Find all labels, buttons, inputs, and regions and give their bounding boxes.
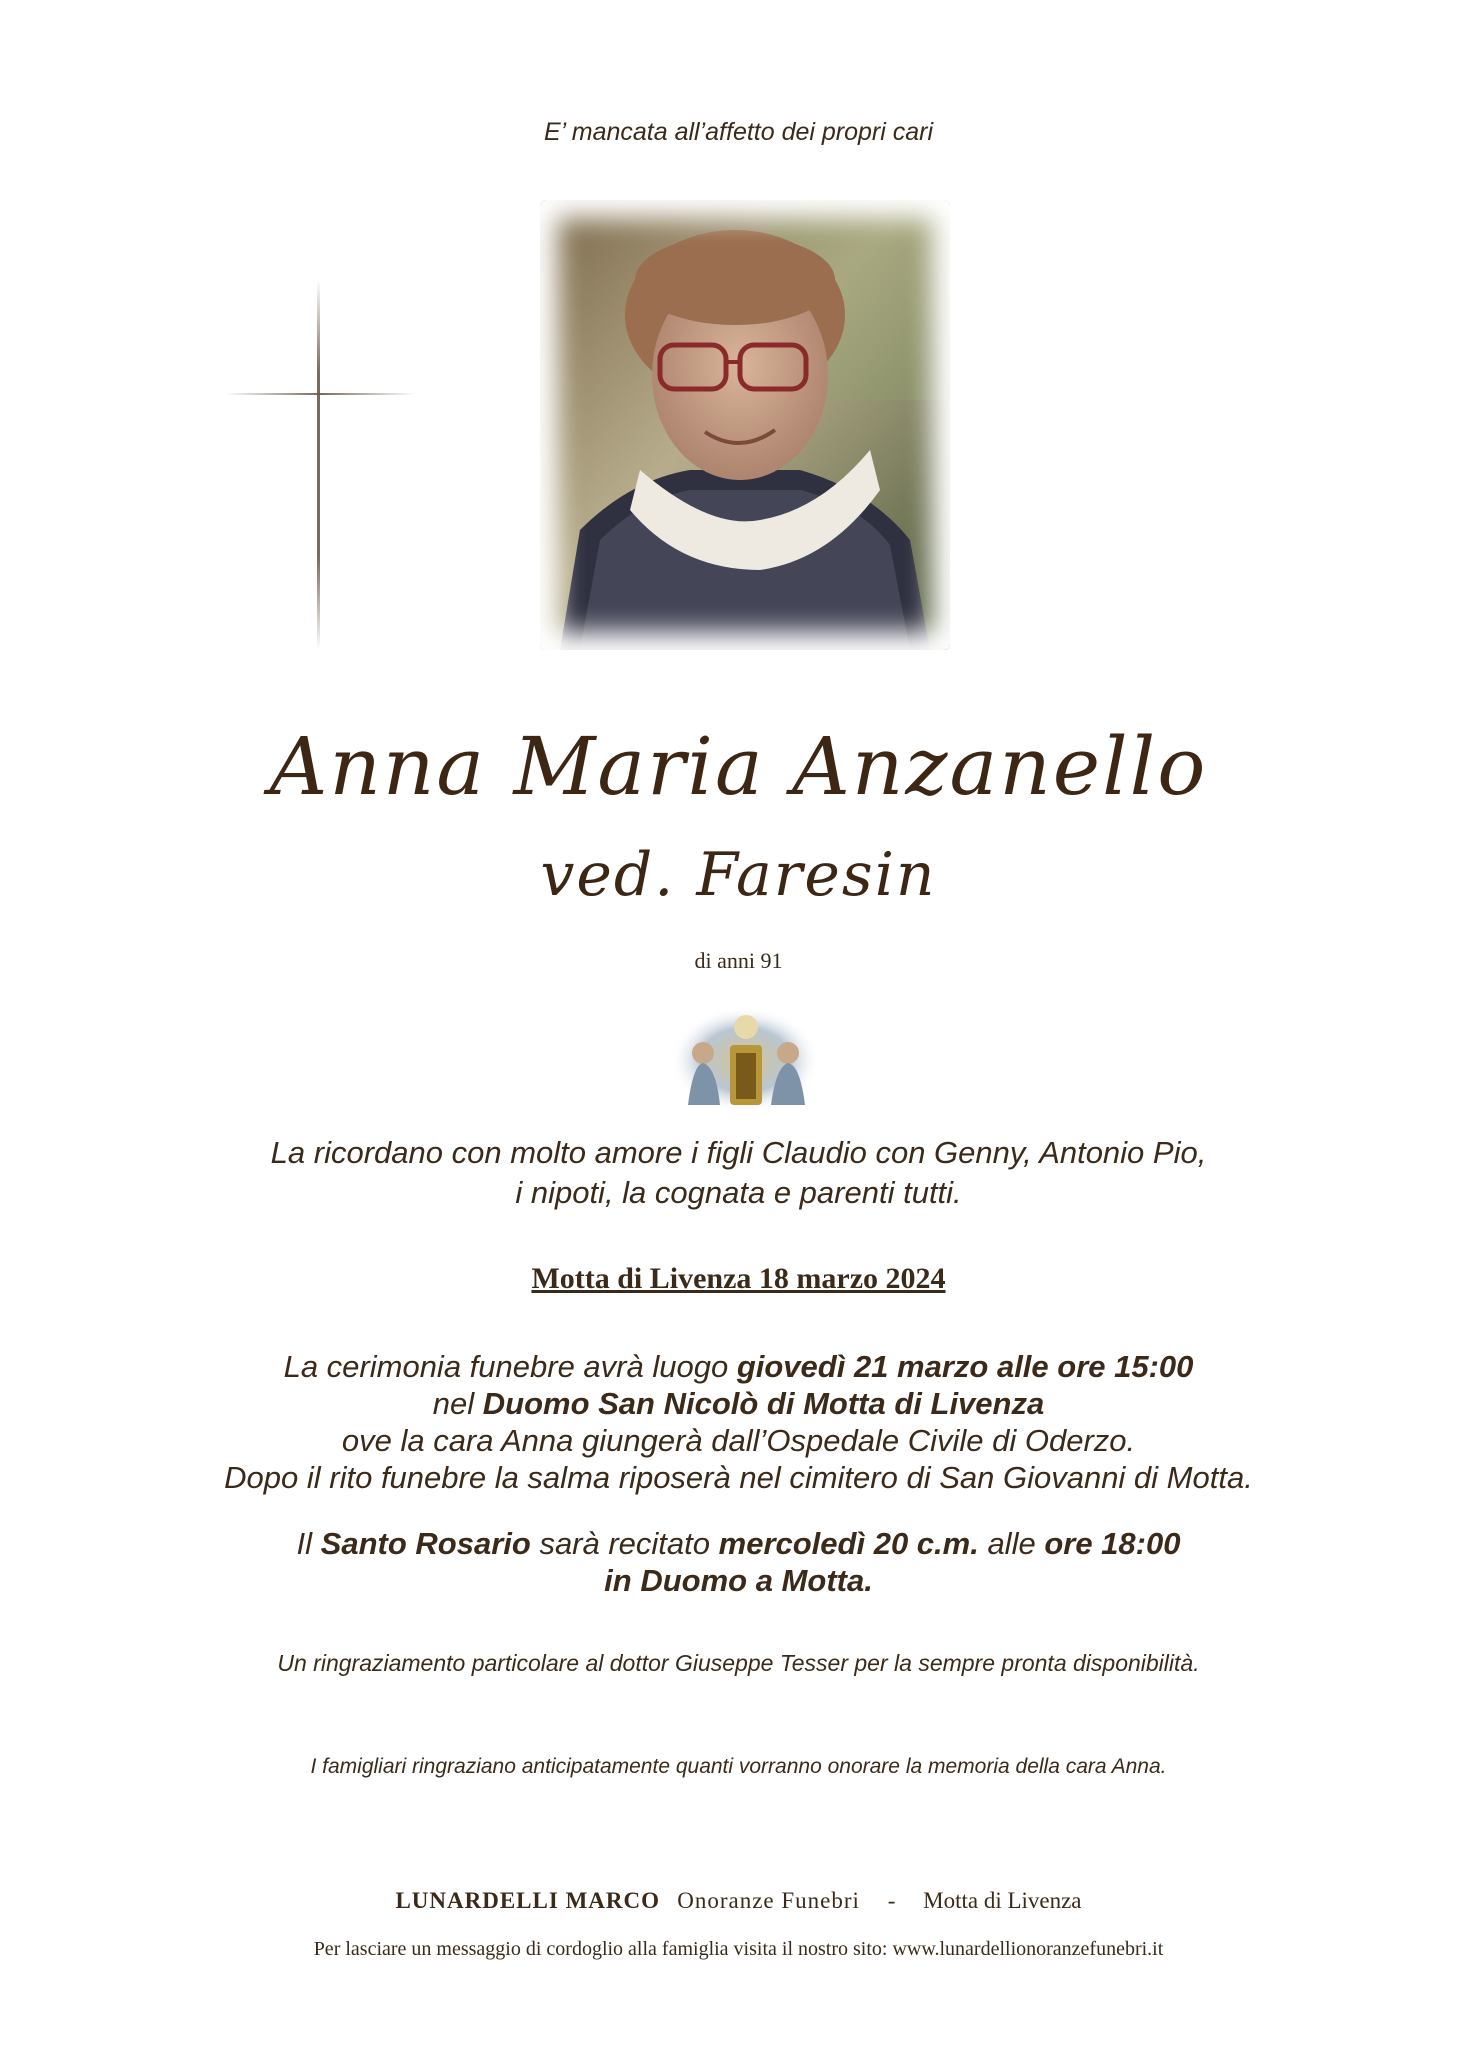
ceremony-line-4: Dopo il rito funebre la salma riposerà nel cimitero di San Giovanni di Motta. [224, 1460, 1253, 1495]
thanks-family: I famigliari ringraziano anticipatamente quanti vorranno onorare la memoria della cara Anna. [310, 1755, 1167, 1778]
footer-company-line [0, 1888, 1477, 1914]
rosary-text-c: sarà recitato [530, 1526, 719, 1561]
age: di anni 91 [694, 948, 783, 973]
rosary-date: mercoledì 20 c.m. [718, 1526, 979, 1561]
rosary-line-2 [0, 1562, 1477, 1599]
ceremony-text [0, 1348, 1477, 1496]
rosary-text-a: Il [296, 1526, 321, 1561]
ceremony-line-3: ove la cara Anna giungerà dall’Ospedale Civile di Oderzo. [341, 1423, 1136, 1458]
place-date: Motta di Livenza 18 marzo 2024 [531, 1262, 946, 1295]
ceremony-line-1 [0, 1348, 1477, 1385]
intro-text: E’ mancata all’affetto dei propri cari [543, 118, 934, 146]
deceased-name: Anna Maria Anzanello [269, 720, 1208, 813]
footer-separator: - [887, 1888, 896, 1913]
ceremony-line-1-text: La cerimonia funebre avrà luogo [283, 1349, 737, 1384]
rosary-time: ore 18:00 [1044, 1526, 1181, 1561]
mourners-line-1: La ricordano con molto amore i figli Claudio con Genny, Antonio Pio, [270, 1135, 1207, 1170]
mourners-line-2: i nipoti, la cognata e parenti tutti. [515, 1175, 962, 1210]
cross-icon [225, 280, 415, 650]
company-name: LUNARDELLI MARCO [395, 1888, 660, 1913]
sacred-image-icon [668, 1005, 823, 1115]
thanks-doctor: Un ringraziamento particolare al dottor Giuseppe Tesser per la sempre pronta disponibilità. [277, 1650, 1200, 1676]
footer-website-line[interactable]: Per lasciare un messaggio di cordoglio alla famiglia visita il nostro sito: www.lunardellionoranzefunebri.it [313, 1938, 1164, 1960]
ceremony-datetime: giovedì 21 marzo alle ore 15:00 [736, 1349, 1194, 1384]
company-town: Motta di Livenza [923, 1888, 1082, 1913]
company-service: Onoranze Funebri [677, 1888, 860, 1913]
rosary-location: in Duomo a Motta. [604, 1563, 873, 1598]
ceremony-venue: Duomo San Nicolò di Motta di Livenza [482, 1386, 1045, 1421]
portrait-photo [540, 200, 950, 650]
ceremony-line-2 [0, 1385, 1477, 1422]
mourners-text [0, 1133, 1477, 1213]
rosary-text [0, 1525, 1477, 1599]
rosary-line-1 [0, 1525, 1477, 1562]
rosary-name: Santo Rosario [320, 1526, 531, 1561]
widow-of: ved. Faresin [540, 840, 937, 910]
rosary-text-e: alle [978, 1526, 1045, 1561]
ceremony-line-2-text: nel [432, 1386, 483, 1421]
